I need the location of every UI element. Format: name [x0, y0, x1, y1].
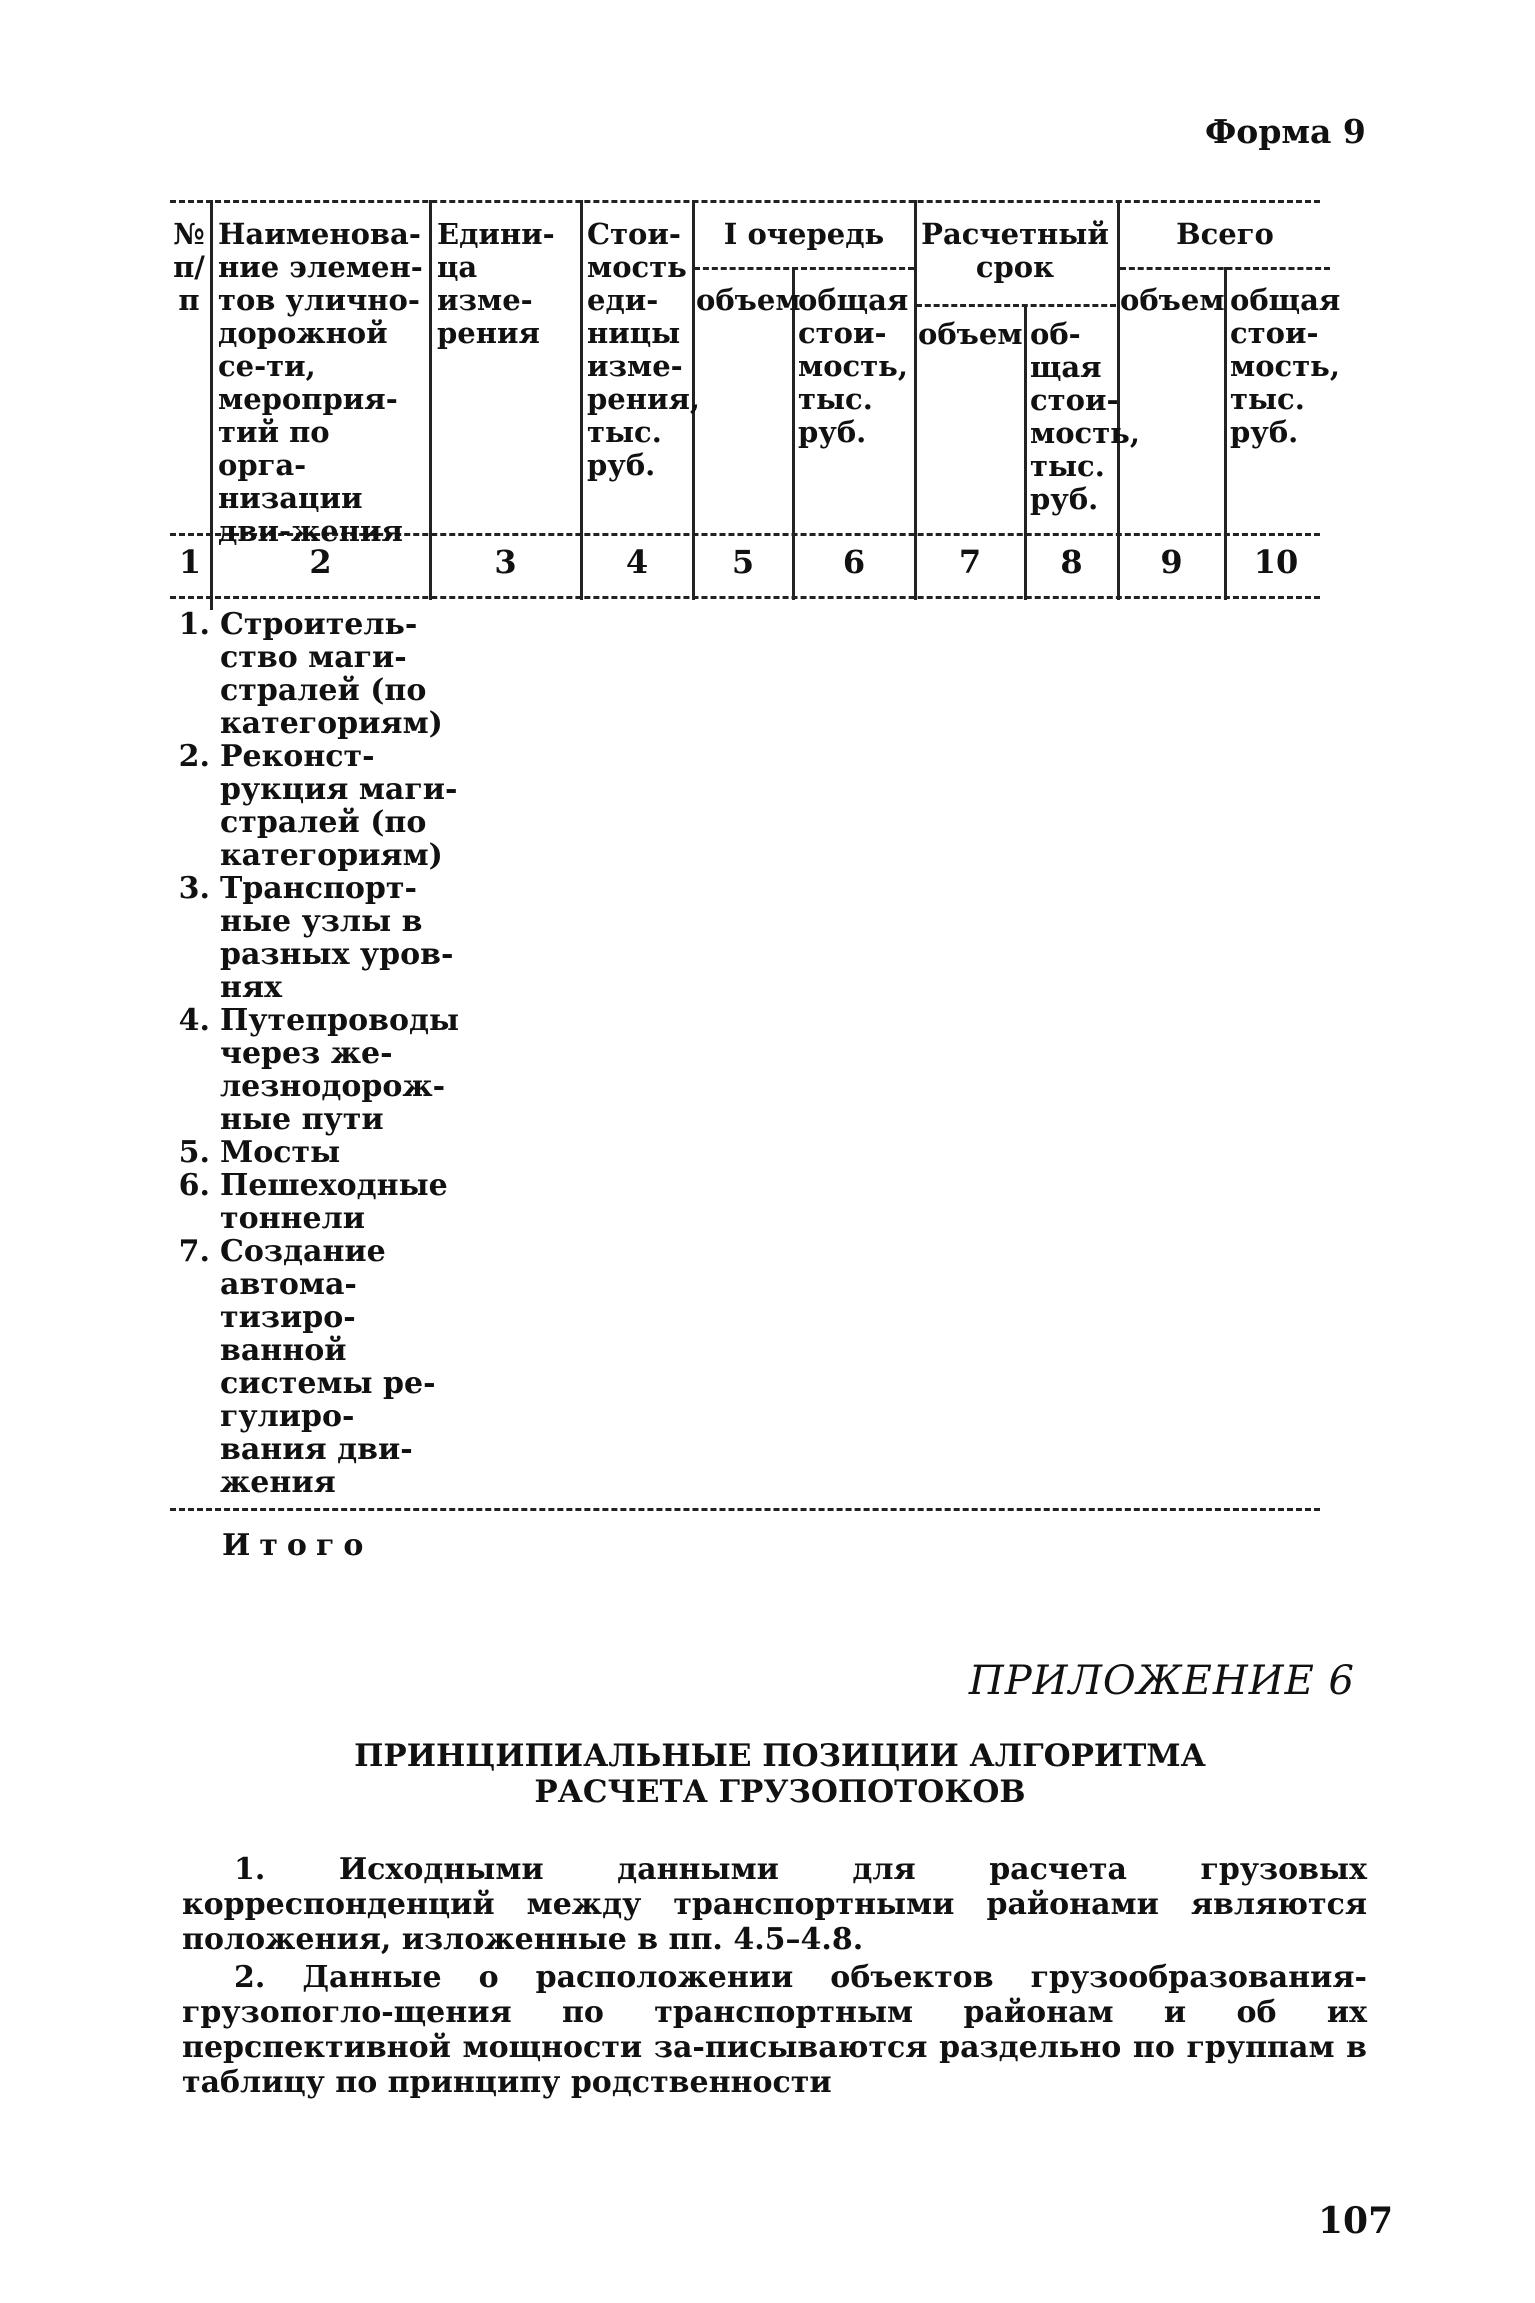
row-text: Путепроводы через же-лезнодорож-ные пути — [220, 1003, 460, 1137]
row-number: 2. — [178, 739, 210, 774]
header-col6: общая стои-мость, тыс. руб. — [798, 283, 909, 449]
header-col2: Наименова-ние элемен-тов улично-дорожной се-ти, мероприя-тий по орга-низации дви-жения — [218, 217, 423, 548]
row-number: 3. — [178, 871, 210, 906]
column-number: 8 — [1060, 543, 1083, 581]
header-group-design-period: Расчетный срок — [921, 217, 1109, 284]
column-number: 7 — [958, 543, 982, 581]
header-col10: общая стои-мость, тыс. руб. — [1230, 283, 1341, 449]
group1-subline — [694, 267, 914, 270]
row-text: Мосты — [220, 1135, 341, 1170]
column-number: 9 — [1160, 543, 1183, 581]
paragraph: 2. Данные о расположении объектов грузообразования-грузопогло-щения по транспортным районам и об их перспективной мощности за-писываются раздельно по группам в таблицу по принципу родственности — [182, 1960, 1367, 2100]
column-number: 2 — [309, 543, 332, 581]
column-number: 6 — [842, 543, 866, 581]
vrule-3 — [580, 200, 583, 600]
header-group-first-stage: I очередь — [723, 217, 885, 251]
header-col7: объем — [918, 317, 1023, 351]
header-col1: № п/п — [173, 217, 205, 317]
row-number: 5. — [178, 1135, 210, 1170]
row-text: Транспорт-ные узлы в разных уров-нях — [220, 871, 454, 1005]
row-number: 1. — [178, 607, 210, 642]
column-number: 3 — [494, 543, 517, 581]
header-col3: Едини-ца изме-рения — [437, 217, 555, 350]
row-text: Строитель-ство маги-стралей (по категориям) — [220, 607, 443, 741]
vrule-6 — [914, 200, 917, 600]
header-col9: объем — [1120, 283, 1225, 317]
row-text: Создание автома-тизиро-ванной системы ре-гулиро-вания дви-жения — [220, 1234, 436, 1500]
total-label: Итого — [222, 1528, 373, 1563]
table-top-line — [170, 200, 1320, 203]
row-text: Пешеходные тоннели — [220, 1168, 448, 1236]
column-number: 4 — [625, 543, 649, 581]
column-number: 1 — [178, 543, 202, 581]
vrule-2 — [429, 200, 432, 600]
row-number: 7. — [178, 1234, 210, 1269]
total-line — [170, 1508, 1320, 1511]
column-number: 5 — [731, 543, 755, 581]
header-group-total: Всего — [1176, 217, 1274, 251]
header-col5: объем — [696, 283, 801, 317]
column-number: 10 — [1253, 543, 1299, 581]
row-number: 6. — [178, 1168, 210, 1203]
appendix-label: ПРИЛОЖЕНИЕ 6 — [968, 1658, 1355, 1704]
group2-subline — [916, 304, 1116, 307]
page-number: 107 — [1318, 2200, 1394, 2242]
row-text: Реконст-рукция маги-стралей (по категориям) — [220, 739, 458, 873]
header-col8: об-щая стои-мость, тыс. руб. — [1030, 317, 1140, 516]
section-title: ПРИНЦИПИАЛЬНЫЕ ПОЗИЦИИ АЛГОРИТМА РАСЧЕТА ГРУЗОПОТОКОВ — [354, 1738, 1206, 1810]
header-col4: Стои-мость еди-ницы изме-рения, тыс. руб. — [587, 217, 700, 482]
row-number: 4. — [178, 1003, 210, 1038]
numbers-bottom-line — [170, 596, 1320, 599]
paragraph: 1. Исходными данными для расчета грузовых корреспонденций между транспортными районами являются положения, изложенные в пп. 4.5–4.8. — [182, 1852, 1367, 1957]
form-label: Форма 9 — [1205, 112, 1366, 151]
